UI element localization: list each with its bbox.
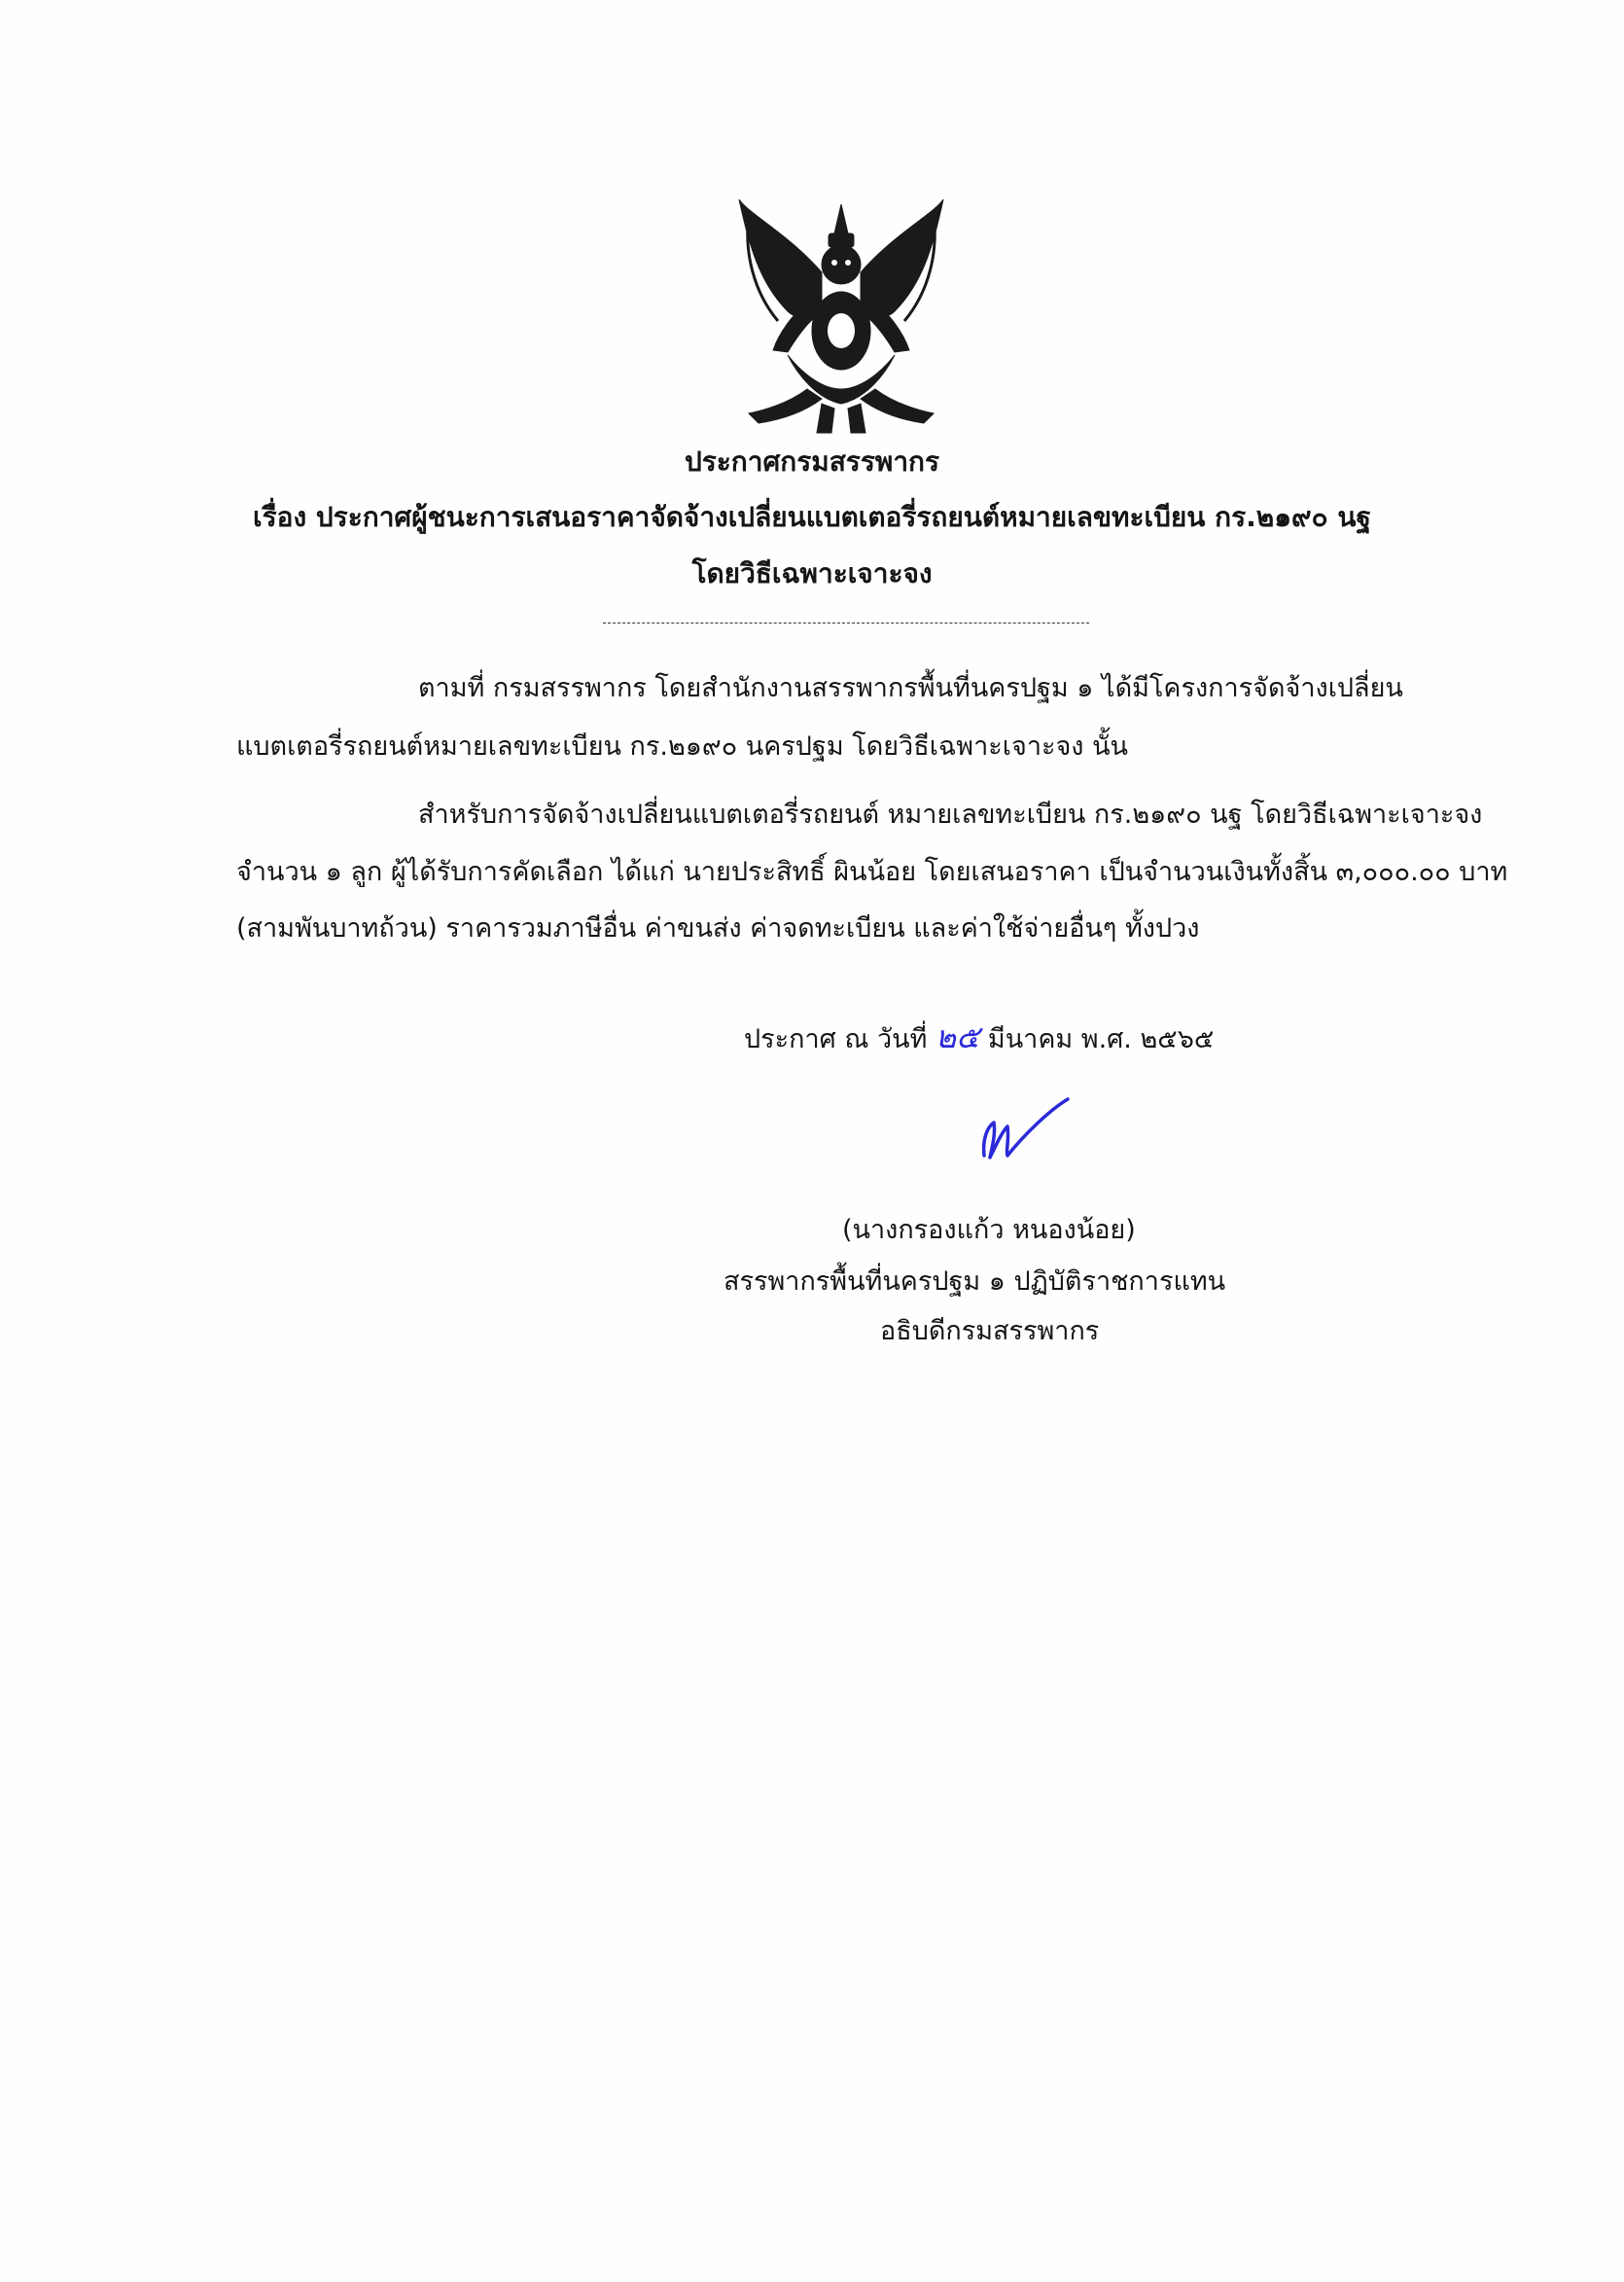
announcement-subject-line2: โดยวิธีเฉพาะเจาะจง [691, 557, 933, 589]
announcement-issuer: ประกาศกรมสรรพากร [684, 446, 940, 478]
garuda-emblem-icon [720, 195, 963, 438]
announcement-subject-line1: เรื่อง ประกาศผู้ชนะการเสนอราคาจัดจ้างเปลี่ยนแบตเตอรี่รถยนต์หมายเลขทะเบียน กร.๒๑๙๐ นฐ [253, 501, 1371, 533]
handwritten-day: ๒๕ [936, 1018, 980, 1055]
handwritten-signature [972, 1088, 1079, 1165]
signatory-name: (นางกรองแก้ว หนองน้อย) [842, 1215, 1136, 1245]
body-paragraph2-line2: จำนวน ๑ ลูก ผู้ได้รับการคัดเลือก ได้แก่ นายประสิทธิ์ ผินน้อย โดยเสนอราคา เป็นจำนวนเงินทั้งสิ้น ๓,๐๐๐.๐๐ บาท [236, 857, 1508, 887]
signatory-position-line2: อธิบดีกรมสรรพากร [880, 1316, 1100, 1346]
divider [603, 623, 1089, 624]
date-month-year: มีนาคม พ.ศ. ๒๕๖๕ [987, 1024, 1215, 1054]
signatory-position-line1: สรรพากรพื้นที่นครปฐม ๑ ปฏิบัติราชการแทน [724, 1266, 1226, 1297]
body-paragraph1-line1: ตามที่ กรมสรรพากร โดยสำนักงานสรรพากรพื้นที่นครปฐม ๑ ได้มีโครงการจัดจ้างเปลี่ยน [418, 673, 1403, 703]
body-paragraph1-line2: แบตเตอรี่รถยนต์หมายเลขทะเบียน กร.๒๑๙๐ นครปฐม โดยวิธีเฉพาะเจาะจง นั้น [236, 731, 1128, 762]
body-paragraph2-line1: สำหรับการจัดจ้างเปลี่ยนแบตเตอรี่รถยนต์ หมายเลขทะเบียน กร.๒๑๙๐ นฐ โดยวิธีเฉพาะเจาะจง [418, 800, 1483, 830]
announcement-date [744, 1017, 1214, 1059]
date-prefix: ประกาศ ณ วันที่ [744, 1024, 928, 1054]
body-paragraph2-line3: (สามพันบาทถ้วน) ราคารวมภาษีอื่น ค่าขนส่ง ค่าจดทะเบียน และค่าใช้จ่ายอื่นๆ ทั้งปวง [236, 913, 1200, 944]
